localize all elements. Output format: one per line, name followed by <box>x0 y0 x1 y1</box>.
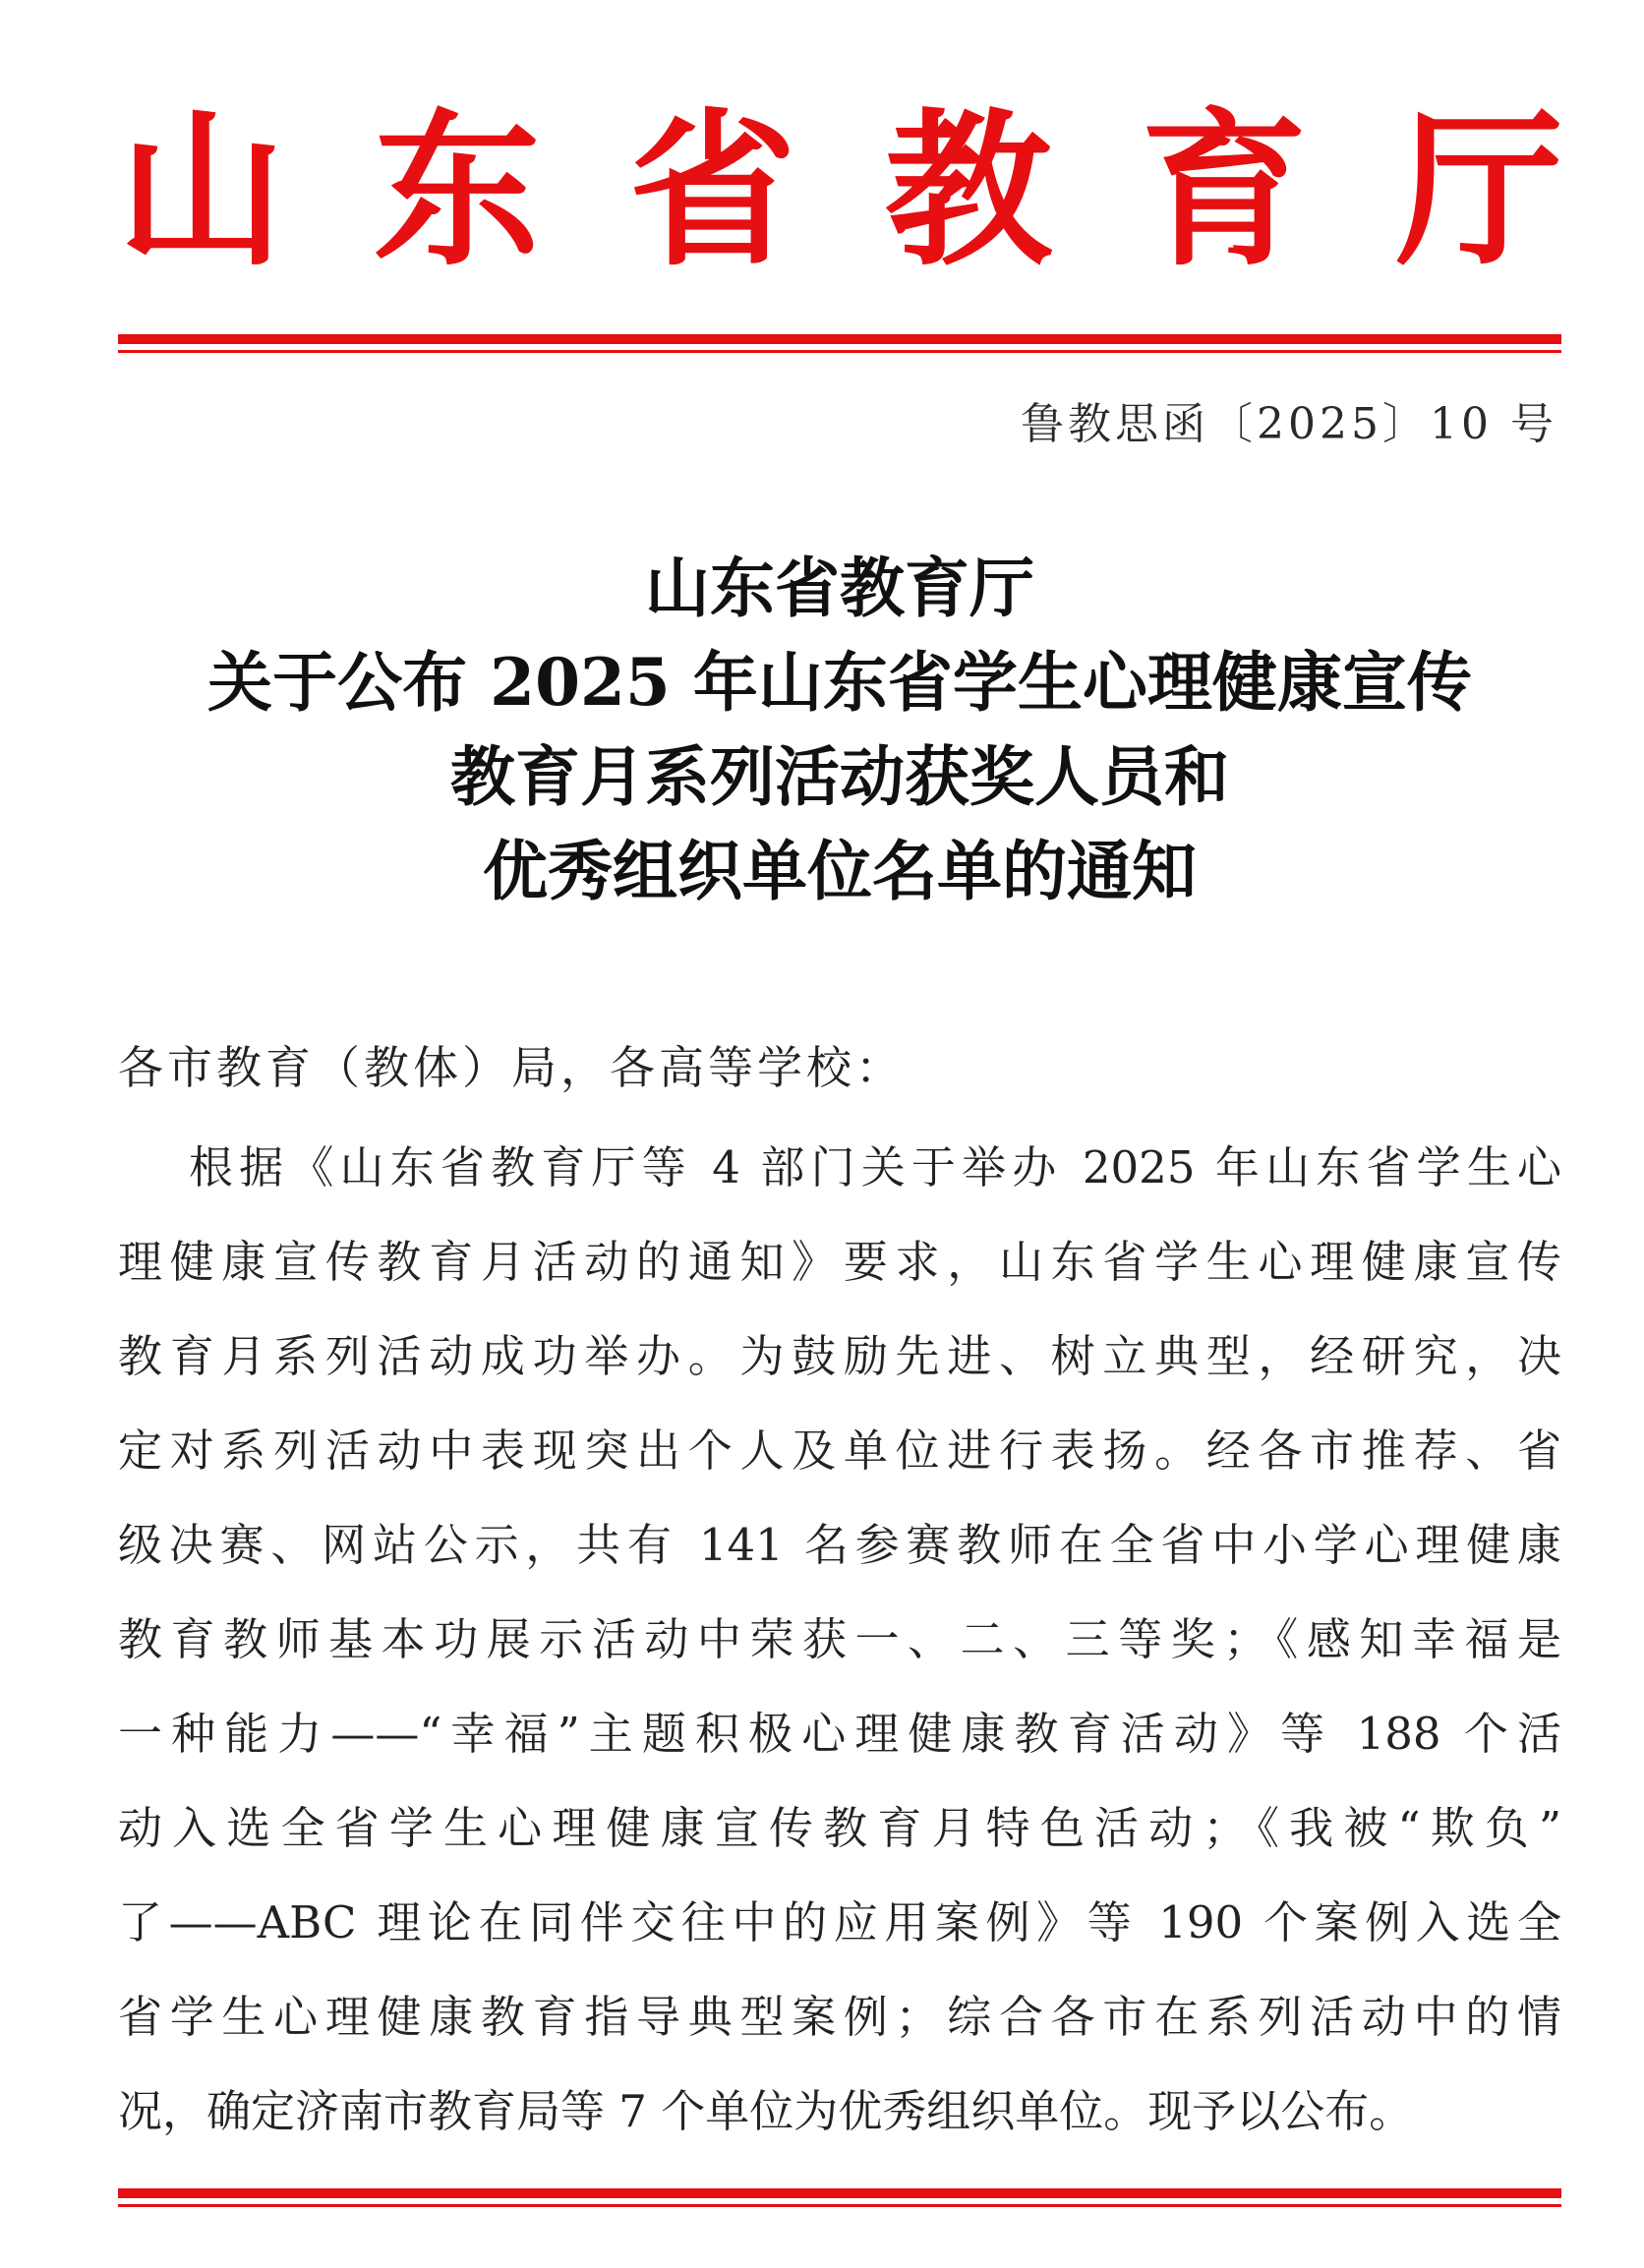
salutation: 各市教育（教体）局，各高等学校： <box>118 1041 905 1094</box>
masthead-char: 教 <box>884 94 1052 289</box>
divider-thick-line <box>118 334 1561 344</box>
footer-divider <box>118 2188 1561 2207</box>
title-line: 教育月系列活动获奖人员和 <box>450 738 1229 815</box>
issuing-authority-masthead <box>118 93 1563 290</box>
body-line: 定对系列活动中表现突出个人及单位进行表扬。经各市推荐、省 <box>118 1425 1561 1477</box>
body-line: 一种能力——“幸福”主题积极心理健康教育活动》等 188 个活 <box>118 1708 1561 1760</box>
divider-thin-line <box>118 2204 1561 2207</box>
body-line: 根据《山东省教育厅等 4 部门关于举办 2025 年山东省学生心 <box>189 1141 1561 1193</box>
document-title <box>118 541 1561 918</box>
body-line: 了——ABC 理论在同伴交往中的应用案例》等 190 个案例入选全 <box>118 1896 1561 1948</box>
body-line: 级决赛、网站公示，共有 141 名参赛教师在全省中小学心理健康 <box>118 1519 1561 1571</box>
body-line: 动入选全省学生心理健康宣传教育月特色活动；《我被“欺负” <box>118 1802 1561 1854</box>
masthead-char: 厅 <box>1395 94 1563 289</box>
masthead-divider <box>118 334 1561 353</box>
body-line: 教育月系列活动成功举办。为鼓励先进、树立典型，经研究，决 <box>118 1330 1561 1382</box>
body-paragraph <box>118 1121 1561 2159</box>
divider-thick-line <box>118 2188 1561 2198</box>
divider-thin-line <box>118 350 1561 353</box>
masthead-char: 山 <box>118 94 286 289</box>
title-line: 山东省教育厅 <box>645 550 1034 626</box>
body-line: 理健康宣传教育月活动的通知》要求，山东省学生心理健康宣传 <box>118 1236 1561 1288</box>
masthead-char: 东 <box>373 94 541 289</box>
body-line: 省学生心理健康教育指导典型案例；综合各市在系列活动中的情 <box>118 1991 1561 2043</box>
body-line: 况，确定济南市教育局等 7 个单位为优秀组织单位。现予以公布。 <box>118 2085 1414 2137</box>
document-number: 鲁教思函〔2025〕10 号 <box>1021 399 1557 449</box>
body-line: 教育教师基本功展示活动中荣获一、二、三等奖；《感知幸福是 <box>118 1613 1561 1665</box>
masthead-char: 育 <box>1140 94 1308 289</box>
title-line: 关于公布 2025 年山东省学生心理健康宣传 <box>207 644 1472 721</box>
title-line: 优秀组织单位名单的通知 <box>483 833 1197 909</box>
masthead-char: 省 <box>628 94 796 289</box>
